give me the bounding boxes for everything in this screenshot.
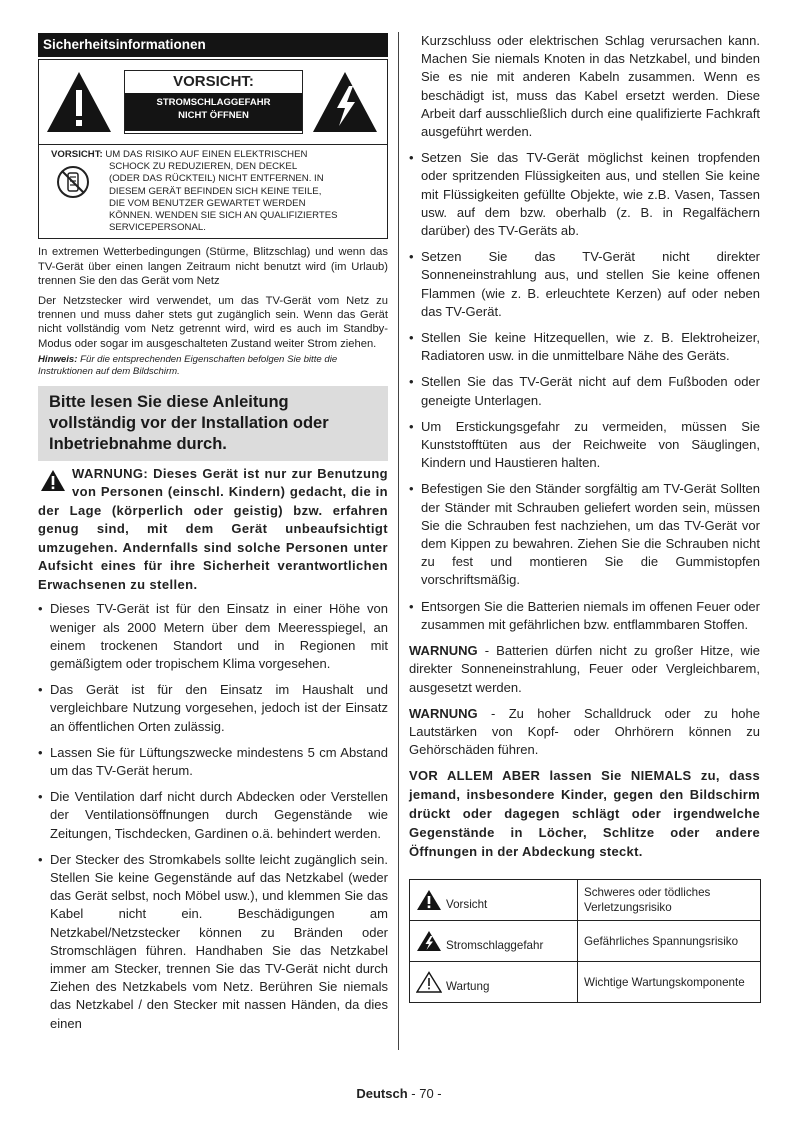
symbol-label: Vorsicht: [446, 898, 488, 912]
caution-text-first-line: [51, 149, 382, 161]
exclamation-warning-icon: [45, 70, 113, 134]
battery-warning-label: WARNUNG: [409, 643, 478, 659]
cable-continuation-paragraph: Kurzschluss oder elektrischen Schlag verursachen kann. Machen Sie niemals Knoten in das Netzkabel, und binden Sie es nie mit anderen Kabeln zusammen. Wenn es beschädigt ist, muss das Kabel ersetzt werden. Diese Arbeit darf ausschließlich durch eine qualifizierte Fachkraft ausgeführt werden.: [421, 33, 760, 140]
warning-children-paragraph: [38, 465, 388, 595]
list-item: • Stellen Sie das TV-Gerät nicht auf dem Fußboden oder geneigte Unterlagen.: [409, 373, 760, 409]
caution-label: [124, 70, 303, 134]
caution-label-line1: STROMSCHLAGGEFAHR: [156, 97, 271, 108]
table-row: [410, 921, 761, 962]
sound-warning-text: - Zu hoher Schalldruck oder zu hohe Lautstärken von Kopf- oder Ohrhörern können zu Gehörschäden führen.: [409, 705, 760, 758]
never-warning-paragraph: VOR ALLEM ABER lassen Sie NIEMALS zu, dass jemand, insbesondere Kinder, gegen den Bildschirm drückt oder dagegen schlägt oder irgendwelche Gegenstände in Löcher, Schlitze oder andere Öffnungen in der Abdeckung steckt.: [409, 768, 760, 859]
table-row: [410, 962, 761, 1003]
maintenance-icon: [416, 971, 442, 993]
weather-paragraph: In extremen Wetterbedingungen (Stürme, Blitzschlag) und wenn das TV-Gerät über einen langen Zeitraum nicht benutzt wird (im Urlaub) trennen Sie den das Gerät vom Netz: [38, 246, 388, 287]
symbol-label: Stromschlaggefahr: [446, 939, 544, 953]
note-label: Hinweis:: [38, 353, 78, 365]
list-item: • Setzen Sie das TV-Gerät möglichst keinen tropfenden oder spritzenden Flüssigkeiten aus, und stellen Sie keine mit Flüssigkeiten gefüllte Objekte, wie z.B. Vasen, Tassen usw. auf dem bzw. oberhalb (z. B. in Regalfächern darüber) des TV-Geräts ab.: [409, 149, 760, 240]
caution-label-subtitle: [125, 93, 302, 131]
left-bullet-list: [38, 600, 388, 1032]
symbol-description: Gefährliches Spannungsrisiko: [578, 921, 761, 962]
list-item: • Setzen Sie das TV-Gerät nicht direkter Sonneneinstrahlung aus, und stellen Sie keine offenen Flammen (wie z. B. erleuchtete Kerzen) auf oder neben das TV-Gerät.: [409, 248, 760, 321]
read-manual-box: Bitte lesen Sie diese Anleitung vollständig vor der Installation oder Inbetriebnahme durch.: [38, 386, 388, 461]
list-item: • Der Stecker des Stromkabels sollte leicht zugänglich sein. Stellen Sie keine Gegenstände auf das Netzkabel (weder das Gerät selbst, noch Möbel usw.), und klemmen Sie das Kabel nicht ein. Beschädigungen am Netzkabel/Netzstecker können zu Bränden oder Stromschlägen führen. Handhaben Sie das Netzkabel immer am Stecker, trennen Sie das TV-Gerät nicht durch Ziehen des Netzkabels vom Netz. Berühren Sie niemals das Netzkabel / den Stecker mit nassen Händen, da dies einen: [38, 851, 388, 1033]
symbol-label: Wartung: [446, 980, 490, 994]
caution-text-line: SCHOCK ZU REDUZIEREN, DEN DECKEL: [109, 161, 298, 173]
no-user-serviceable-icon: [56, 165, 90, 199]
list-item: • Entsorgen Sie die Batterien niemals im offenen Feuer oder zusammen mit gefährlichen bzw. entflammbaren Stoffen.: [409, 598, 760, 634]
caution-label-line2: NICHT ÖFFNEN: [178, 110, 249, 121]
caution-label-area: [39, 60, 387, 144]
right-column: [409, 32, 760, 1003]
right-bullet-list: [409, 149, 760, 634]
caution-text-line: SERVICEPERSONAL.: [109, 222, 206, 234]
caution-text-first: UM DAS RISIKO AUF EINEN ELEKTRISCHEN: [102, 149, 308, 160]
list-item: • Lassen Sie für Lüftungszwecke mindestens 5 cm Abstand um das TV-Gerät herum.: [38, 744, 388, 780]
list-item: • Befestigen Sie den Ständer sorgfältig am TV-Gerät Sollten der Ständer mit Schrauben geliefert worden sein, müssen Sie die Schrauben fest nachziehen, um das TV-Gerät vor dem Kippen zu bewahren. Ziehen Sie die Schrauben nicht zu fest und montieren Sie die Gummistopfen vorschriftsmäßig.: [409, 480, 760, 589]
list-item: • Das Gerät ist für den Einsatz im Haushalt und vergleichbare Nutzung vorgesehen, jedoch ist der Einsatz an öffentlichen Orten zulässig.: [38, 681, 388, 736]
caution-text: [39, 144, 387, 238]
caution-box: [38, 59, 388, 239]
sound-warning-paragraph: [409, 705, 760, 760]
list-item: • Dieses TV-Gerät ist für den Einsatz in einer Höhe von weniger als 2000 Metern über dem Meeresspiegel, an einem trockenen Standort und in Regionen mit gemäßigtem oder tropischem Klima vorgesehen.: [38, 600, 388, 673]
electric-shock-icon: [416, 930, 442, 952]
caution-text-line: KÖNNEN. WENDEN SIE SICH AN QUALIFIZIERTES: [109, 210, 338, 222]
list-item: • Die Ventilation darf nicht durch Abdecken oder Verstellen der Ventilationsöffnungen durch Gegenstände wie Zeitungen, Tischdecken, Gardinen o.ä. behindert werden.: [38, 788, 388, 843]
list-item: • Um Erstickungsgefahr zu vermeiden, müssen Sie Kunststofftüten aus der Reichweite von Säuglingen, Kindern und Haustieren halten.: [409, 418, 760, 473]
list-item: • Stellen Sie keine Hitzequellen, wie z. B. Elektroheizer, Radiatoren usw. in die unmittelbare Nähe des Geräts.: [409, 329, 760, 365]
caution-text-line: DIE VOM BENUTZER GEWARTET WERDEN: [109, 197, 306, 209]
page-number: - 70 -: [407, 1086, 442, 1101]
warning-children-text: WARNUNG: Dieses Gerät ist nur zur Benutzung von Personen (einschl. Kindern) gedacht, die in der Lage (körperlich oder geistig) bzw. erfahren genug sind, mit dem Gerät unbeaufsichtigt umzugehen. Andernfalls sind solche Personen unter Aufsicht eines für ihre Sicherheit verantwortlichen Erwachsenen zu stellen.: [38, 465, 388, 592]
sound-warning-label: WARNUNG: [409, 705, 478, 721]
symbol-cell: [410, 880, 578, 921]
caution-icon: [416, 889, 442, 911]
caution-text-line: (ODER DAS RÜCKTEIL) NICHT ENTFERNEN. IN: [109, 173, 324, 185]
power-plug-paragraph: Der Netzstecker wird verwendet, um das TV-Gerät vom Netz zu trennen und muss daher stets gut zugänglich sein. Wenn das Gerät nicht vollständig vom Netz getrennt wird, wird es auch im Standby-Modus oder sogar im ausgeschalteten Zustand weiter Strom ziehen.: [38, 295, 388, 350]
page-footer: [0, 1086, 798, 1101]
symbol-cell: [410, 921, 578, 962]
note-paragraph: [38, 354, 388, 378]
lightning-warning-icon: [311, 70, 379, 134]
symbol-cell: [410, 962, 578, 1003]
caution-text-lead: VORSICHT:: [51, 149, 103, 160]
warning-icon: [40, 469, 66, 492]
section-title: Sicherheitsinformationen: [38, 33, 388, 57]
caution-label-title: VORSICHT:: [173, 73, 254, 90]
footer-language: Deutsch: [356, 1086, 408, 1101]
note-text: Für die entsprechenden Eigenschaften befolgen Sie bitte die Instruktionen auf dem Bildschirm.: [38, 353, 338, 377]
symbol-description: Schweres oder tödliches Verletzungsrisiko: [578, 880, 761, 921]
symbol-table: [409, 879, 761, 1003]
symbol-description: Wichtige Wartungskomponente: [578, 962, 761, 1003]
table-row: [410, 880, 761, 921]
caution-text-line: DIESEM GERÄT BEFINDEN SICH KEINE TEILE,: [109, 185, 322, 197]
battery-warning-paragraph: [409, 642, 760, 697]
column-divider: [398, 32, 399, 1050]
left-column: [38, 33, 388, 1041]
battery-warning-text: - Batterien dürfen nicht zu großer Hitze, wie direkter Sonneneinstrahlung, Feuer oder Vergleichbarem, ausgesetzt werden.: [409, 643, 760, 695]
